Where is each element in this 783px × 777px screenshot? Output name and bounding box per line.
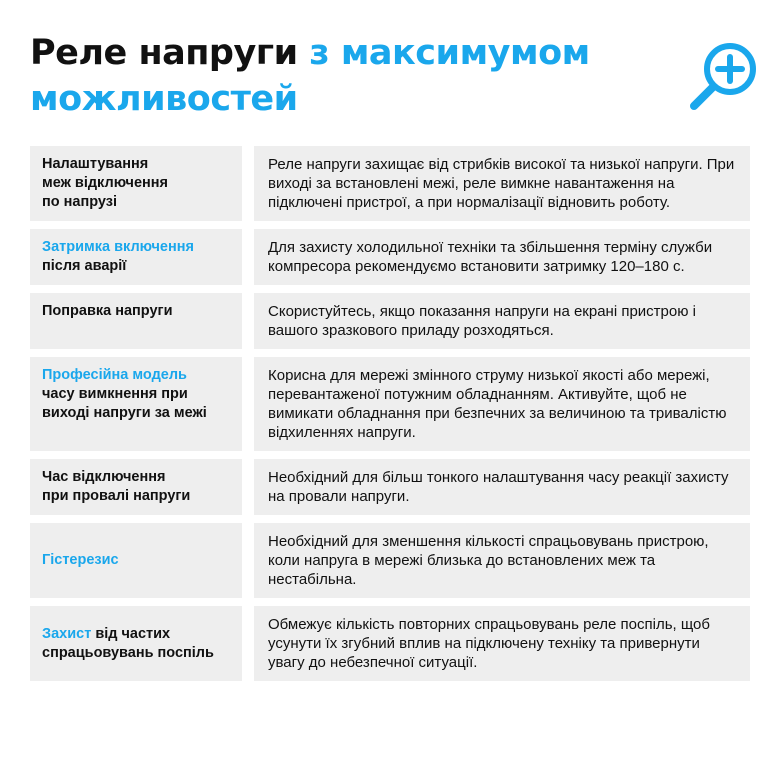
feature-label-line: Час відключення <box>42 469 166 485</box>
feature-label-accent: Гістерезис <box>42 552 119 568</box>
feature-label <box>30 459 242 515</box>
zoom-in-icon <box>688 38 760 114</box>
feature-label-line: Налаштування <box>42 156 149 172</box>
feature-label-line: після аварії <box>42 258 127 274</box>
feature-row <box>30 459 750 515</box>
feature-label-line: при провалі напруги <box>42 488 191 504</box>
feature-label-accent: Професійна модель <box>42 367 187 383</box>
feature-label <box>30 146 242 221</box>
feature-description: Необхідний для зменшення кількості спрацьовувань пристрою, коли напруга в мережі близька до встановлених меж та нестабільна. <box>254 523 750 598</box>
feature-row <box>30 293 750 349</box>
page-title <box>30 30 650 122</box>
feature-table <box>30 146 750 689</box>
feature-row <box>30 606 750 681</box>
feature-label <box>30 293 242 349</box>
feature-label <box>30 606 242 681</box>
feature-row <box>30 229 750 285</box>
feature-description: Обмежує кількість повторних спрацьовувань реле поспіль, щоб усунути їх згубний вплив на підключену техніку та привернути увагу до небезпечної ситуації. <box>254 606 750 681</box>
feature-label-line <box>42 625 214 644</box>
feature-description: Корисна для мережі змінного струму низької якості або мережі, перевантаженої потужним обладнанням. Активуйте, щоб не вимикати обладнання при безпечних за величиною та тривалістю відхиленнях напруги. <box>254 357 750 451</box>
feature-description: Скористуйтесь, якщо показання напруги на екрані пристрою і вашого зразкового приладу розходяться. <box>254 293 750 349</box>
feature-row <box>30 146 750 221</box>
feature-label <box>30 523 242 598</box>
feature-label-accent: Захист <box>42 625 92 642</box>
title-black-part: Реле напруги <box>30 33 298 73</box>
feature-label-line: часу вимкнення при <box>42 386 188 402</box>
feature-row <box>30 523 750 598</box>
feature-description: Реле напруги захищає від стрибків високої та низької напруги. При виході за встановлені межі, реле вимкне навантаження на підключені пристрої, а при нормалізації відновить роботу. <box>254 146 750 221</box>
feature-label-line: Поправка напруги <box>42 303 173 319</box>
feature-description: Для захисту холодильної техніки та збільшення терміну служби компресора рекомендуємо встановити затримку 120–180 с. <box>254 229 750 285</box>
feature-description: Необхідний для більш тонкого налаштування часу реакції захисту на провали напруги. <box>254 459 750 515</box>
feature-label-line: по напрузі <box>42 194 117 210</box>
feature-label-inline: від частих <box>91 625 171 642</box>
feature-label <box>30 229 242 285</box>
feature-label-line: спрацьовувань поспіль <box>42 644 214 661</box>
feature-label-line: виході напруги за межі <box>42 405 207 421</box>
feature-row <box>30 357 750 451</box>
feature-label-line: меж відключення <box>42 175 168 191</box>
feature-label <box>30 357 242 451</box>
title-accent-part: з максимумом можливостей <box>30 33 590 119</box>
feature-label-accent: Затримка включення <box>42 239 194 255</box>
